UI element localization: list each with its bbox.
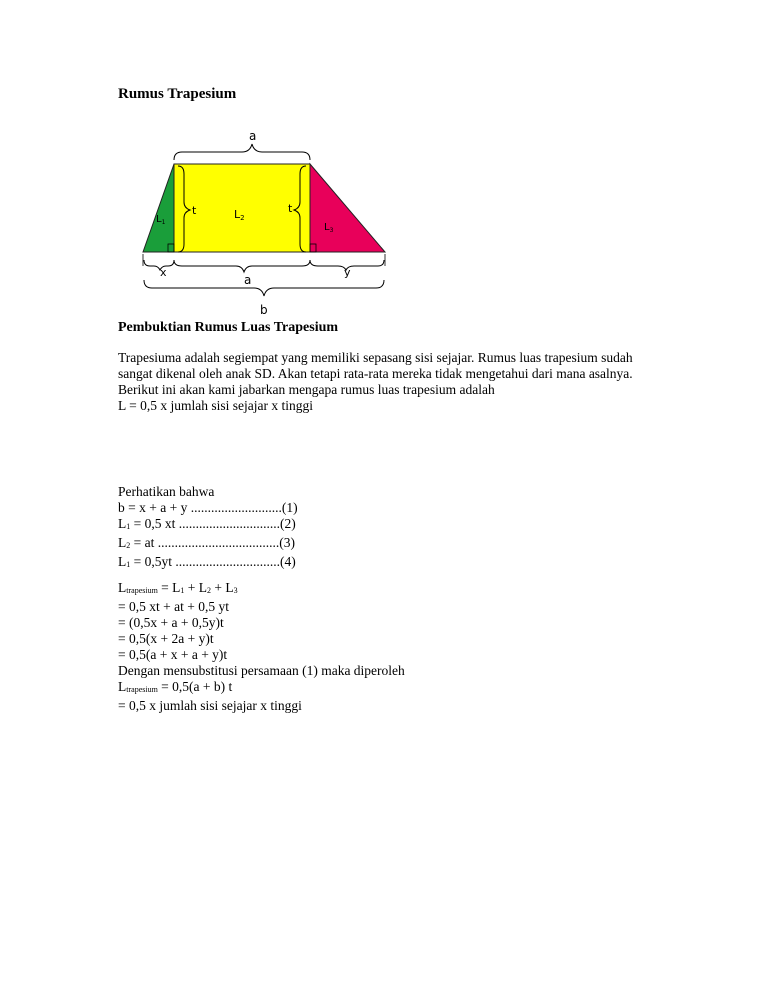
derivation-line-4: = 0,5(x + 2a + y)t — [118, 631, 214, 646]
triangle-L3-magenta — [310, 164, 385, 252]
brace-a-bottom — [174, 260, 310, 272]
label-top-a: a — [249, 129, 257, 143]
intro-paragraph — [118, 350, 658, 414]
brace-b — [144, 280, 384, 296]
label-L1: $L_1$ — [156, 214, 166, 226]
formula-line: L = 0,5 x jumlah sisi sejajar x tinggi — [118, 398, 313, 413]
brace-x — [144, 260, 174, 270]
label-t-right: t — [288, 202, 293, 215]
derivation-line-5: = 0,5(a + x + a + y)t — [118, 647, 228, 662]
top-brace — [174, 144, 310, 160]
derivation-line-2: = 0,5 xt + at + 0,5 yt — [118, 599, 229, 614]
label-b: b — [260, 303, 268, 317]
derivation-line-6: Dengan mensubstitusi persamaan (1) maka diperoleh — [118, 663, 405, 678]
derivation-line-7: $L_{trapesium} = 0,5(a + b)$ t — [118, 679, 233, 694]
notice-block — [118, 484, 298, 573]
derivation-line-1: $L_{trapesium} = L_1 + L_2 + L_3$ — [118, 580, 238, 595]
notice-heading: Perhatikan bahwa — [118, 484, 215, 499]
label-y: y — [344, 266, 351, 279]
label-L3: $L_3$ — [324, 222, 334, 234]
label-x: x — [160, 266, 167, 279]
derivation-block — [118, 580, 405, 714]
label-a-bottom: a — [244, 273, 252, 287]
label-t-left: t — [192, 204, 197, 217]
derivation-line-8: = 0,5 x jumlah sisi sejajar x tinggi — [118, 698, 302, 713]
equation-1: b = x + a + y ...........................(1) — [118, 500, 298, 515]
equation-2: $L_1 = 0,5$ xt ..............................(2) — [118, 516, 296, 531]
section-subtitle: Pembuktian Rumus Luas Trapesium — [118, 320, 339, 335]
triangle-L1-green — [143, 164, 174, 252]
intro-text: Trapesiuma adalah segiempat yang memiliki sepasang sisi sejajar. Rumus luas trapesium sudah sangat dikenal oleh anak SD. Akan tetapi rata-rata mereka tidak mengetahui dari mana asalnya. Berikut ini akan kami jabarkan mengapa rumus luas trapesium adalah — [118, 350, 633, 397]
equation-4: $L_1 = 0,5yt$ ...............................(4) — [118, 554, 296, 569]
label-L2: L2 — [234, 208, 245, 222]
page-title: Rumus Trapesium — [118, 86, 237, 102]
derivation-line-3: = (0,5x + a + 0,5y)t — [118, 615, 224, 630]
equation-3: $L_2$ = at ....................................(3) — [118, 535, 295, 550]
trapezoid-diagram — [138, 124, 390, 322]
